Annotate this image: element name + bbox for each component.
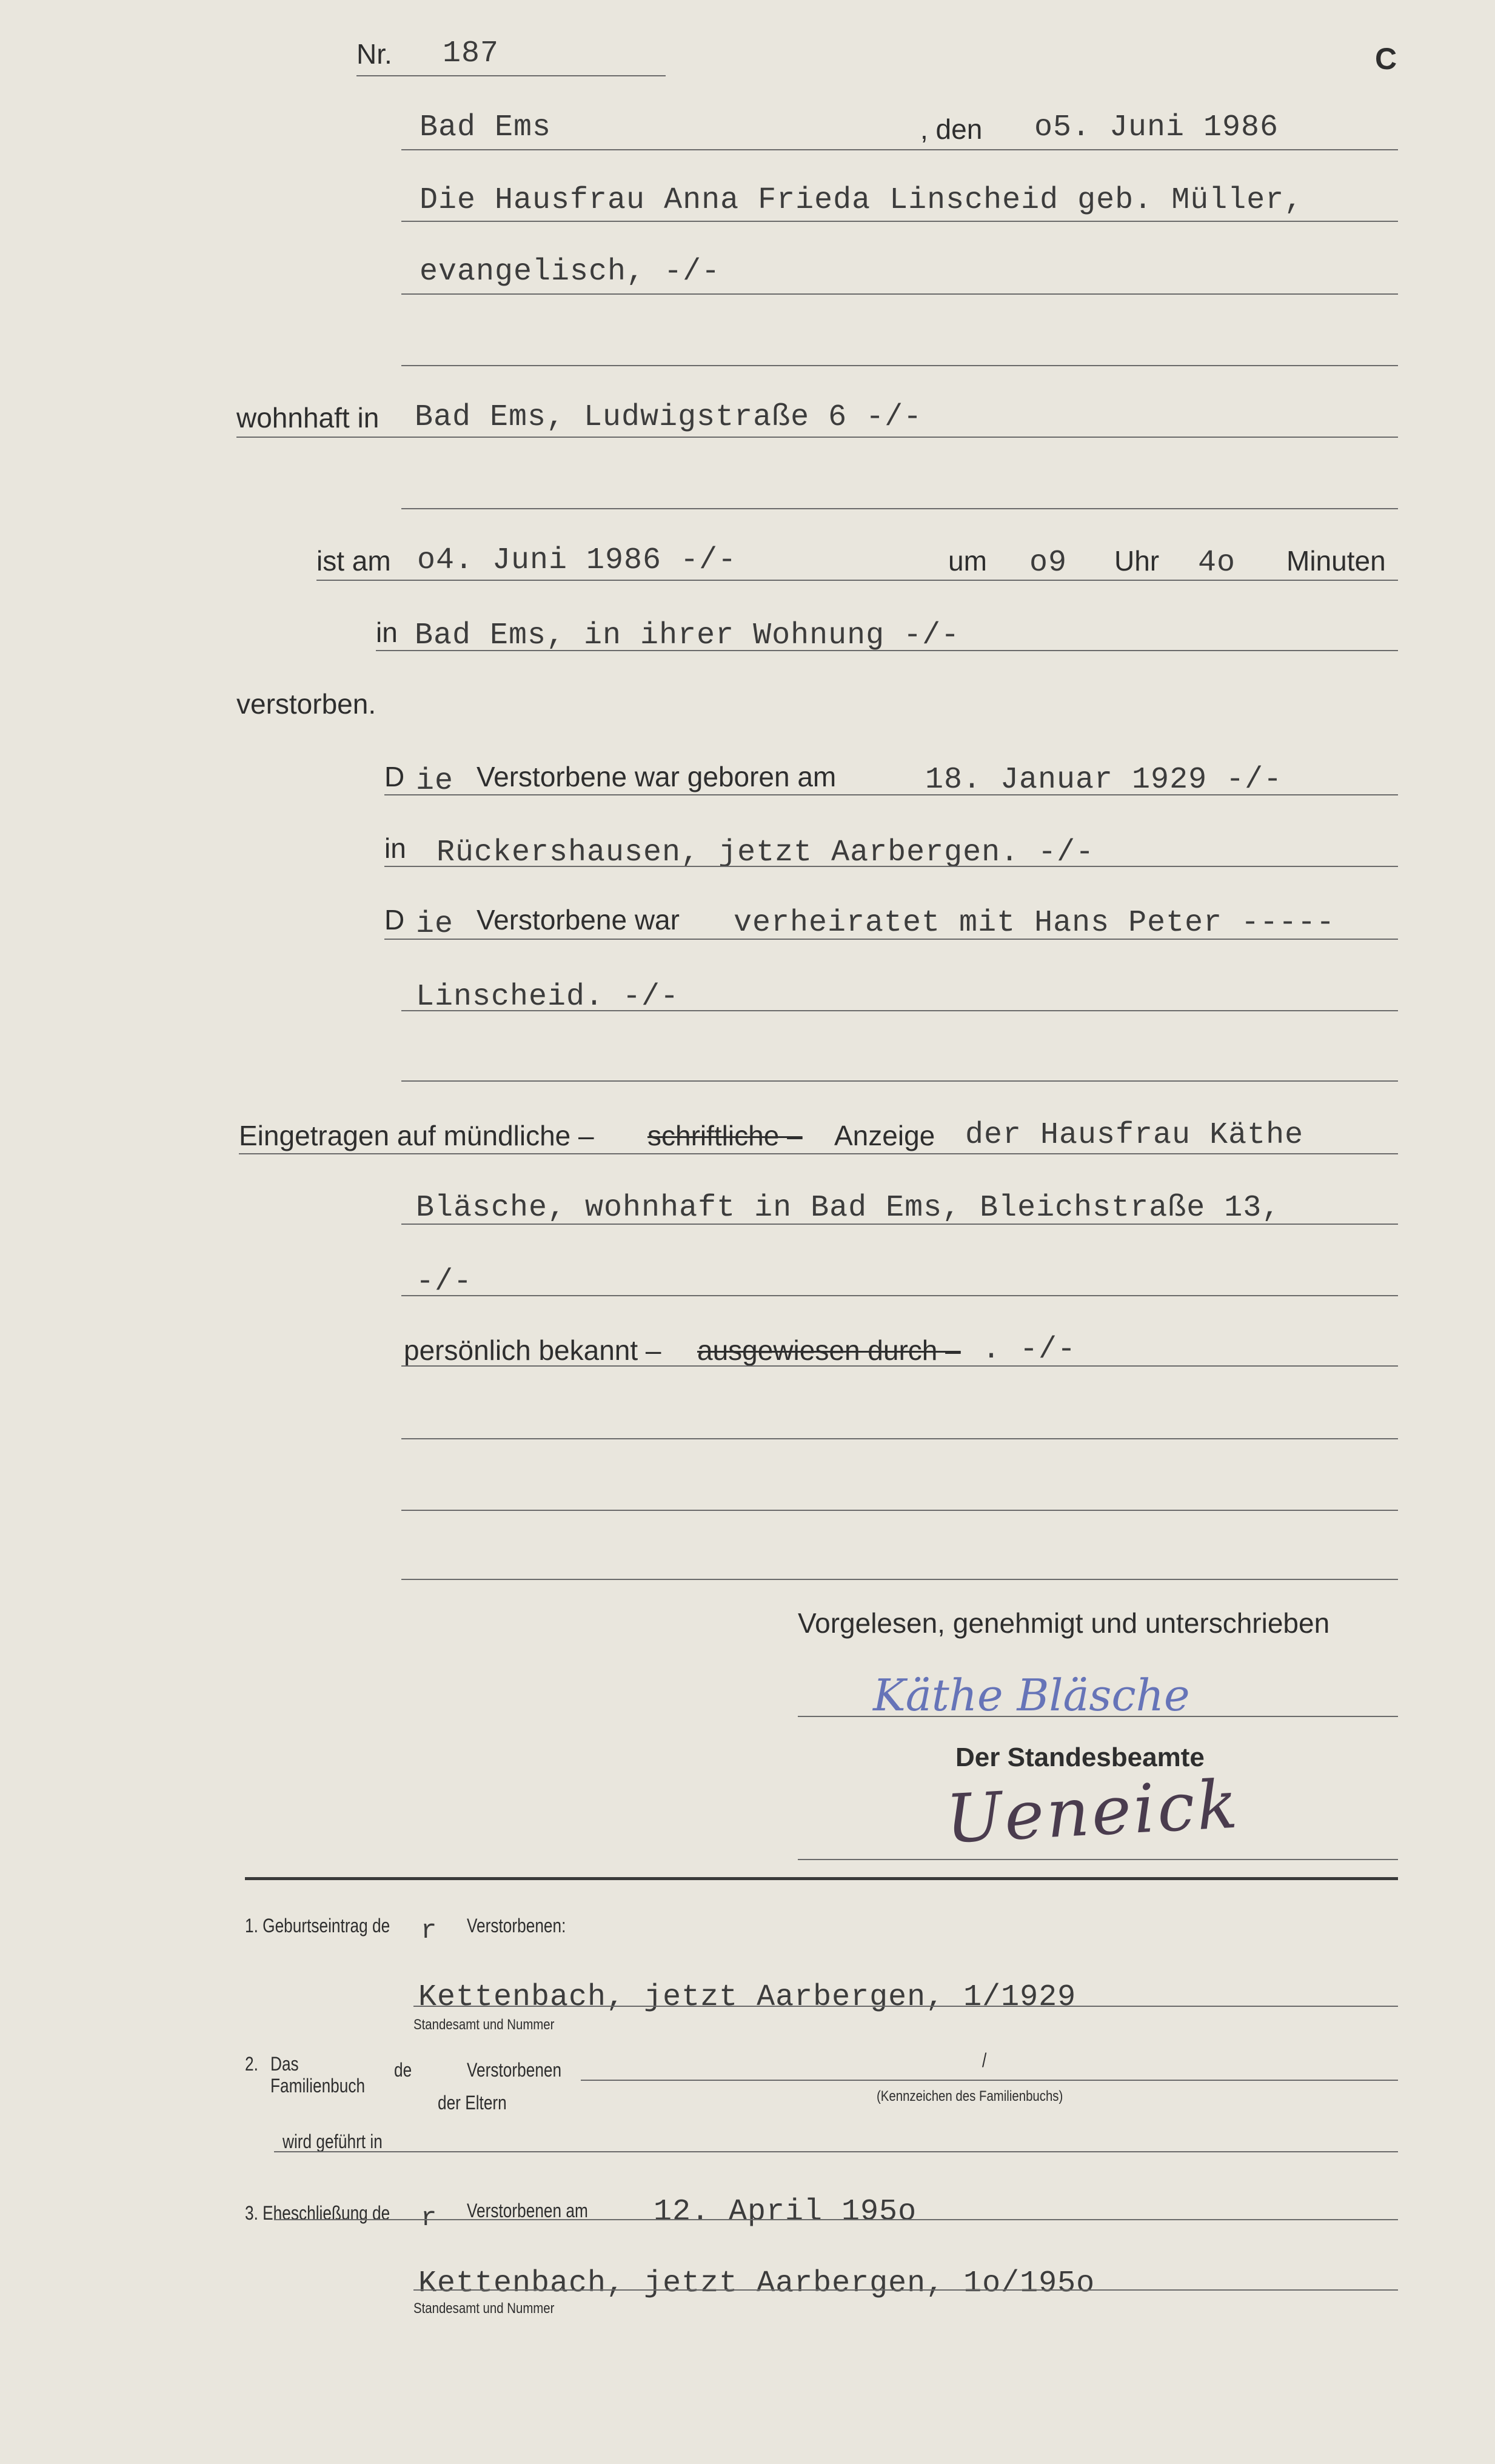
note-2-verstorbenen: Verstorbenen	[467, 2059, 562, 2081]
residence-value: Bad Ems, Ludwigstraße 6 -/-	[415, 400, 923, 435]
blank-rule-2	[401, 1510, 1398, 1511]
closing-text: Vorgelesen, genehmigt und unterschrieben	[798, 1607, 1330, 1639]
note-3-rule	[274, 2219, 1398, 2220]
blank-rule-3	[401, 1579, 1398, 1580]
reporter-line-2: Bläsche, wohnhaft in Bad Ems, Bleichstraße 13,	[416, 1191, 1281, 1225]
minutes-value: 4o	[1198, 546, 1236, 580]
married-d: D	[384, 904, 405, 936]
note-1-rule	[413, 2006, 1398, 2007]
married-line-1: verheiratet mit Hans Peter -----	[734, 906, 1336, 940]
um-label: um	[948, 545, 987, 577]
section-separator	[245, 1877, 1398, 1880]
blank-rule-1	[401, 1438, 1398, 1439]
death-date-value: o4. Juni 1986 -/-	[417, 543, 737, 578]
married-line-3-rule	[401, 1080, 1398, 1082]
note-1-caption: Standesamt und Nummer	[413, 2017, 555, 2033]
birth-date-rule	[384, 794, 1398, 795]
reporter-line-1-rule	[239, 1153, 1398, 1154]
person-line-1: Die Hausfrau Anna Frieda Linscheid geb. Müller,	[420, 183, 1303, 218]
note-2-das: Das	[270, 2053, 299, 2075]
reporter-line-2-rule	[401, 1224, 1398, 1225]
reporter-line-3-rule	[401, 1295, 1398, 1296]
note-3-label-2: Verstorbenen am	[467, 2200, 588, 2221]
birth-in-label: in	[384, 832, 406, 864]
corner-letter: C	[1375, 42, 1397, 76]
married-ie: ie	[416, 907, 454, 942]
person-line-2-rule	[401, 293, 1398, 295]
note-1-value: Kettenbach, jetzt Aarbergen, 1/1929	[418, 1980, 1077, 2015]
death-place-in-label: in	[376, 617, 398, 648]
person-line-2: evangelisch, -/-	[420, 255, 721, 289]
residence-rule-2	[401, 508, 1398, 509]
uhr-label: Uhr	[1114, 545, 1160, 577]
registrar-signature: Ueneick	[943, 1765, 1242, 1858]
death-place-value: Bad Ems, in ihrer Wohnung -/-	[415, 618, 960, 653]
hour-value: o9	[1029, 546, 1068, 580]
note-3-label: 3. Eheschließung de	[245, 2202, 390, 2224]
note-3-value-rule	[413, 2289, 1398, 2291]
note-2-slash: /	[982, 2049, 987, 2071]
note-2-caption: (Kennzeichen des Familienbuchs)	[877, 2088, 1063, 2104]
death-date-rule	[316, 580, 1398, 581]
person-line-3-rule	[401, 365, 1398, 366]
note-3-value: Kettenbach, jetzt Aarbergen, 1o/195o	[418, 2266, 1095, 2301]
note-2-rule	[581, 2080, 1398, 2081]
married-line-1-rule	[384, 939, 1398, 940]
note-2-wird-rule	[274, 2151, 1398, 2152]
place-value: Bad Ems	[420, 110, 552, 145]
minuten-label: Minuten	[1286, 545, 1386, 577]
informant-signature-rule	[798, 1716, 1398, 1717]
note-3-caption: Standesamt und Nummer	[413, 2300, 555, 2317]
birth-place-rule	[384, 866, 1398, 867]
note-1-r: r	[421, 1916, 438, 1946]
married-line-2-rule	[401, 1010, 1398, 1011]
nr-value: 187	[443, 36, 500, 71]
note-2-wird-label: wird geführt in	[283, 2131, 383, 2152]
registrar-title: Der Standesbeamte	[955, 1743, 1205, 1772]
nr-label: Nr.	[356, 38, 392, 70]
residence-rule	[236, 437, 1398, 438]
note-3-date: 12. April 195o	[654, 2195, 917, 2229]
person-line-1-rule	[401, 221, 1398, 222]
note-2-number: 2.	[245, 2053, 258, 2075]
note-3-r: r	[421, 2203, 438, 2234]
registrar-signature-rule	[798, 1859, 1398, 1860]
note-2-familienbuch: Familienbuch	[270, 2075, 366, 2097]
report-label: Eingetragen auf mündliche –	[239, 1120, 594, 1151]
note-1-label-2: Verstorbenen:	[467, 1915, 566, 1937]
married-label: Verstorbene war	[477, 904, 680, 936]
birth-place-value: Rückershausen, jetzt Aarbergen. -/-	[436, 835, 1095, 870]
verstorben-label: verstorben.	[236, 688, 376, 720]
report-struck-text: schriftliche –	[647, 1120, 803, 1151]
date-value: o5. Juni 1986	[1034, 110, 1279, 145]
birth-d: D	[384, 761, 405, 792]
birth-ie: ie	[416, 764, 454, 798]
known-value: . -/-	[982, 1333, 1077, 1367]
birth-date-value: 18. Januar 1929 -/-	[925, 763, 1283, 797]
residence-label: wohnhaft in	[236, 402, 380, 434]
birth-label: Verstorbene war geboren am	[477, 761, 837, 792]
known-label: persönlich bekannt –	[404, 1334, 661, 1366]
note-2-de: de	[394, 2059, 412, 2081]
married-line-2: Linscheid. -/-	[416, 980, 680, 1014]
informant-signature: Käthe Bläsche	[873, 1670, 1190, 1721]
reporter-line-3: -/-	[416, 1265, 473, 1299]
place-date-line	[401, 149, 1398, 150]
note-2-eltern: der Eltern	[438, 2092, 507, 2114]
nr-underline	[356, 75, 666, 76]
death-place-rule	[376, 650, 1398, 651]
note-1-label: 1. Geburtseintrag de	[245, 1915, 390, 1937]
known-rule	[401, 1365, 1398, 1367]
report-label-2: Anzeige	[834, 1120, 935, 1151]
known-struck-text: ausgewiesen durch –	[697, 1334, 961, 1366]
show-through-mark	[1091, 36, 1109, 71]
death-date-label: ist am	[316, 545, 391, 577]
date-label: , den	[920, 113, 983, 145]
reporter-line-1: der Hausfrau Käthe	[965, 1118, 1304, 1153]
